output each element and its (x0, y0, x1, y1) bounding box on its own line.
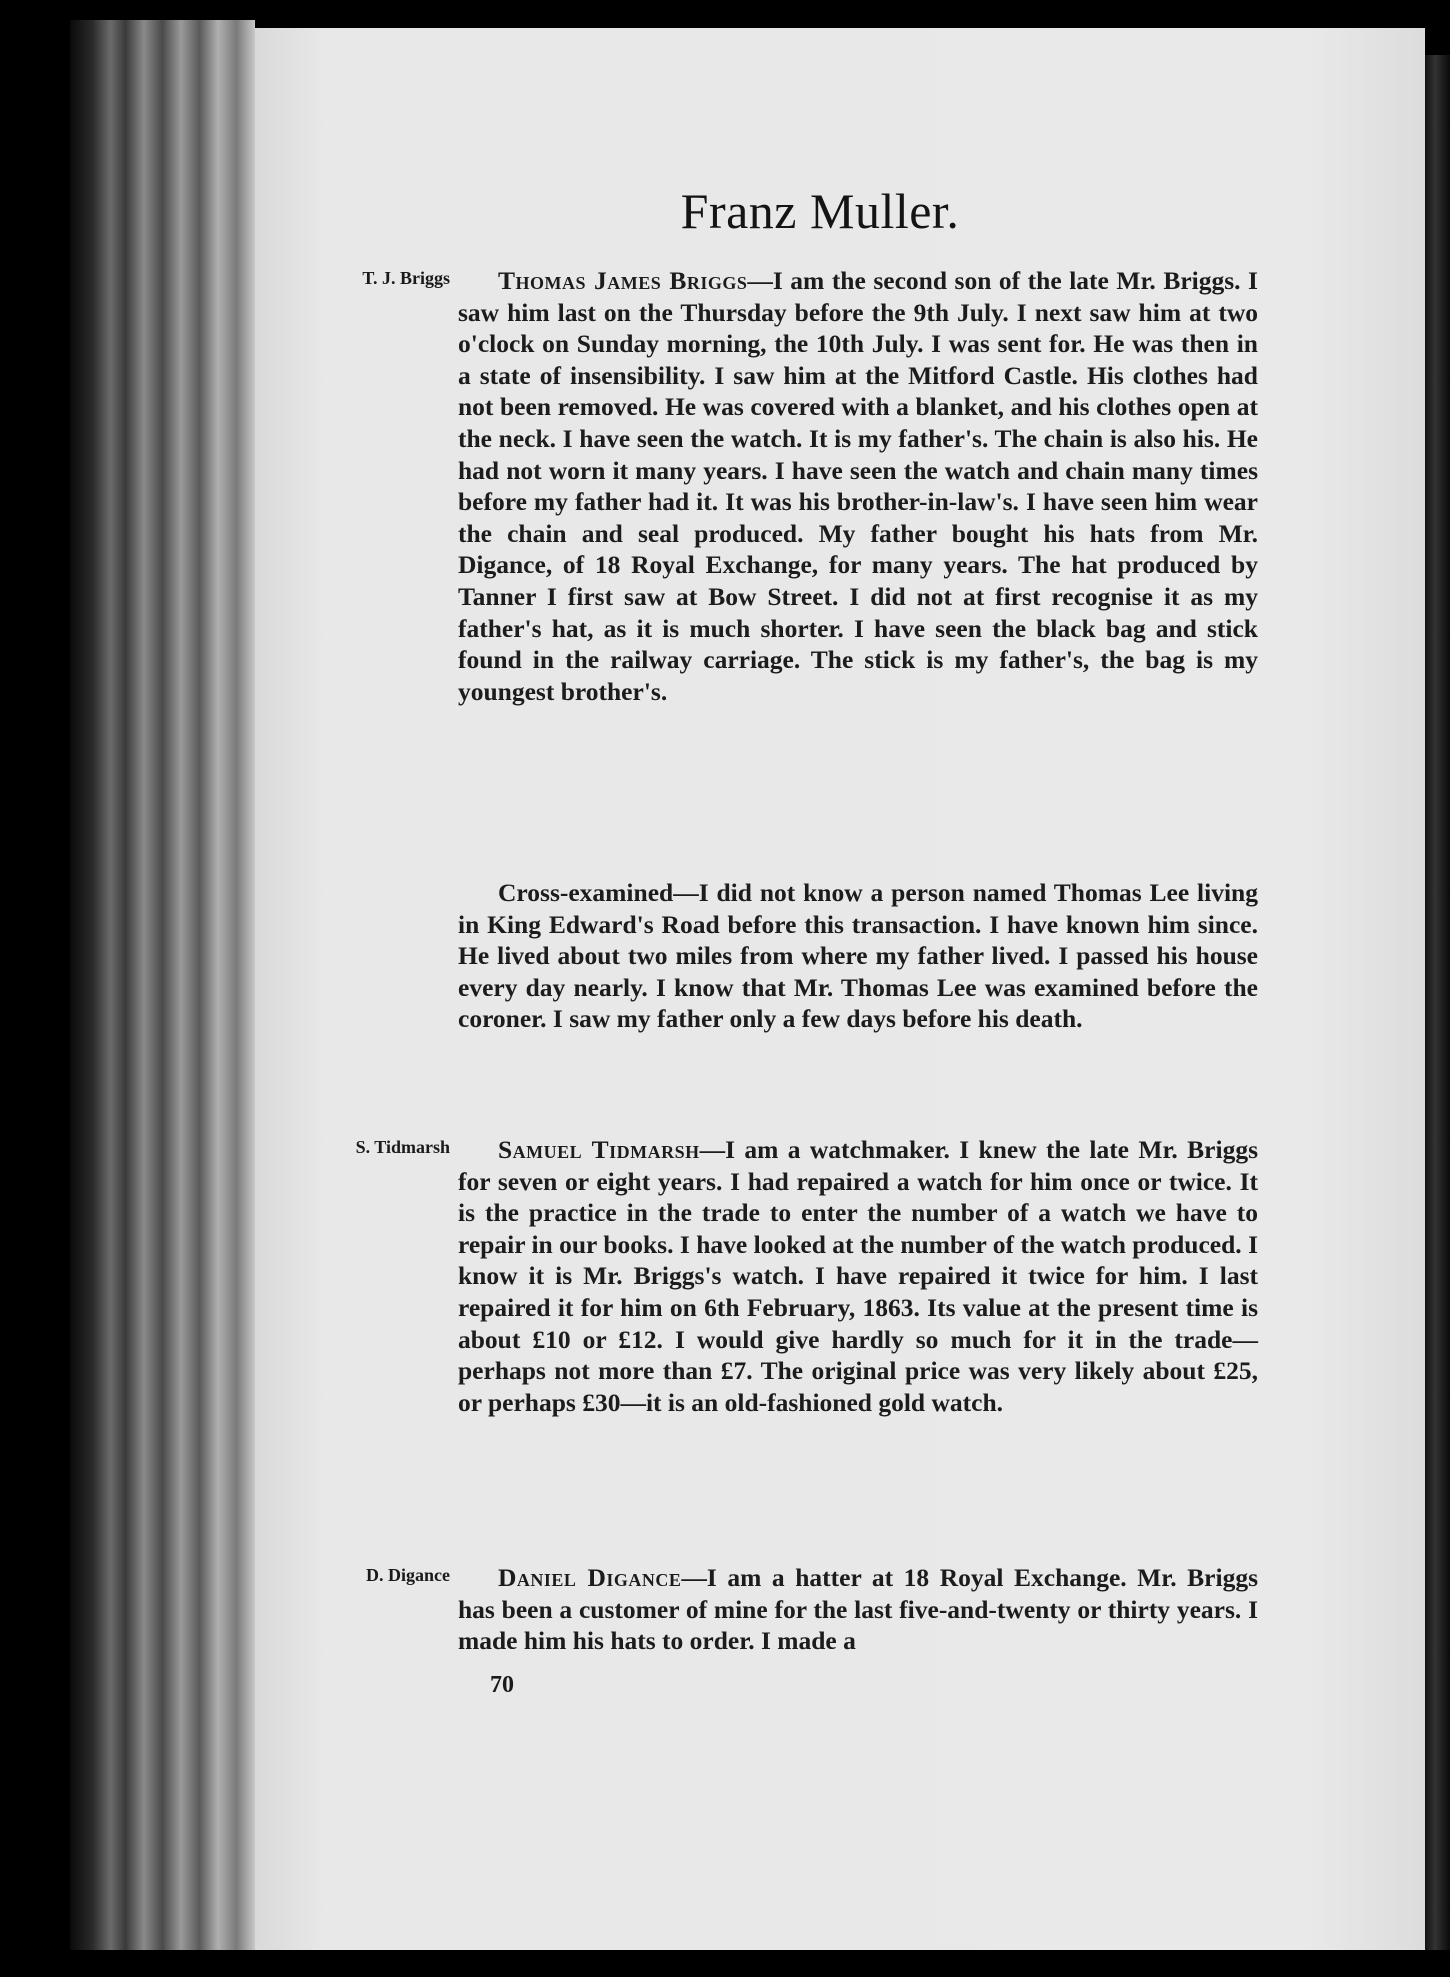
testimony-paragraph (458, 1134, 1258, 1418)
testimony-text: —I am a watchmaker. I knew the late Mr. Briggs for seven or eight years. I had repaired a watch for him once or twice. It is the practice in the trade to enter the number of a watch we have to repair in our books. I have looked at the number of the watch produced. I know it is Mr. Briggs's watch. I have repaired it twice for him. I last repaired it for him on 6th February, 1863. Its value at the present time is about £10 or £12. I would give hardly so much for it in the trade—perhaps not more than £7. The original price was very likely about £25, or perhaps £30—it is an old-fashioned gold watch. (458, 1135, 1258, 1417)
margin-note: S. Tidmarsh (355, 1137, 450, 1157)
margin-note: D. Digance (366, 1565, 450, 1585)
testimony-text: —I am the second son of the late Mr. Briggs. I saw him last on the Thursday before the 9th July. I next saw him at two o'clock on Sunday morning, the 10th July. I was sent for. He was then in a state of insensibility. I saw him at the Mitford Castle. His clothes had not been removed. He was covered with a blanket, and his clothes open at the neck. I have seen the watch. It is my father's. The chain is also his. He had not worn it many years. I have seen the watch and chain many times before my father had it. It was his brother-in-law's. I have seen him wear the chain and seal produced. My father bought his hats from Mr. Digance, of 18 Royal Exchange, for many years. The hat produced by Tanner I first saw at Bow Street. I did not at first recognise it as my father's hat, as it is much shorter. I have seen the black bag and stick found in the railway carriage. The stick is my father's, the bag is my youngest brother's. (458, 266, 1258, 706)
margin-note: T. J. Briggs (362, 268, 450, 288)
testimony-paragraph (458, 265, 1258, 707)
testimony-text: —I am a hatter at 18 Royal Exchange. Mr. Briggs has been a customer of mine for the last five-and-twenty or thirty years. I made him his hats to order. I made a (458, 1563, 1258, 1656)
page-number: 70 (490, 1672, 514, 1698)
speaker-name: Thomas James Briggs (498, 266, 748, 295)
testimony-paragraph (458, 1562, 1258, 1657)
cross-examination-paragraph: Cross-examined—I did not know a person named Thomas Lee living in King Edward's Road before this transaction. I have known him since. He lived about two miles from where my father lived. I passed his house every day nearly. I know that Mr. Thomas Lee was examined before the coroner. I saw my father only a few days before his death. (458, 878, 1258, 1034)
speaker-name: Daniel Digance (498, 1563, 682, 1592)
page-edge (1425, 55, 1450, 1950)
page-title: Franz Muller. (680, 183, 960, 239)
book-spine (70, 20, 255, 1950)
speaker-name: Samuel Tidmarsh (498, 1135, 700, 1164)
